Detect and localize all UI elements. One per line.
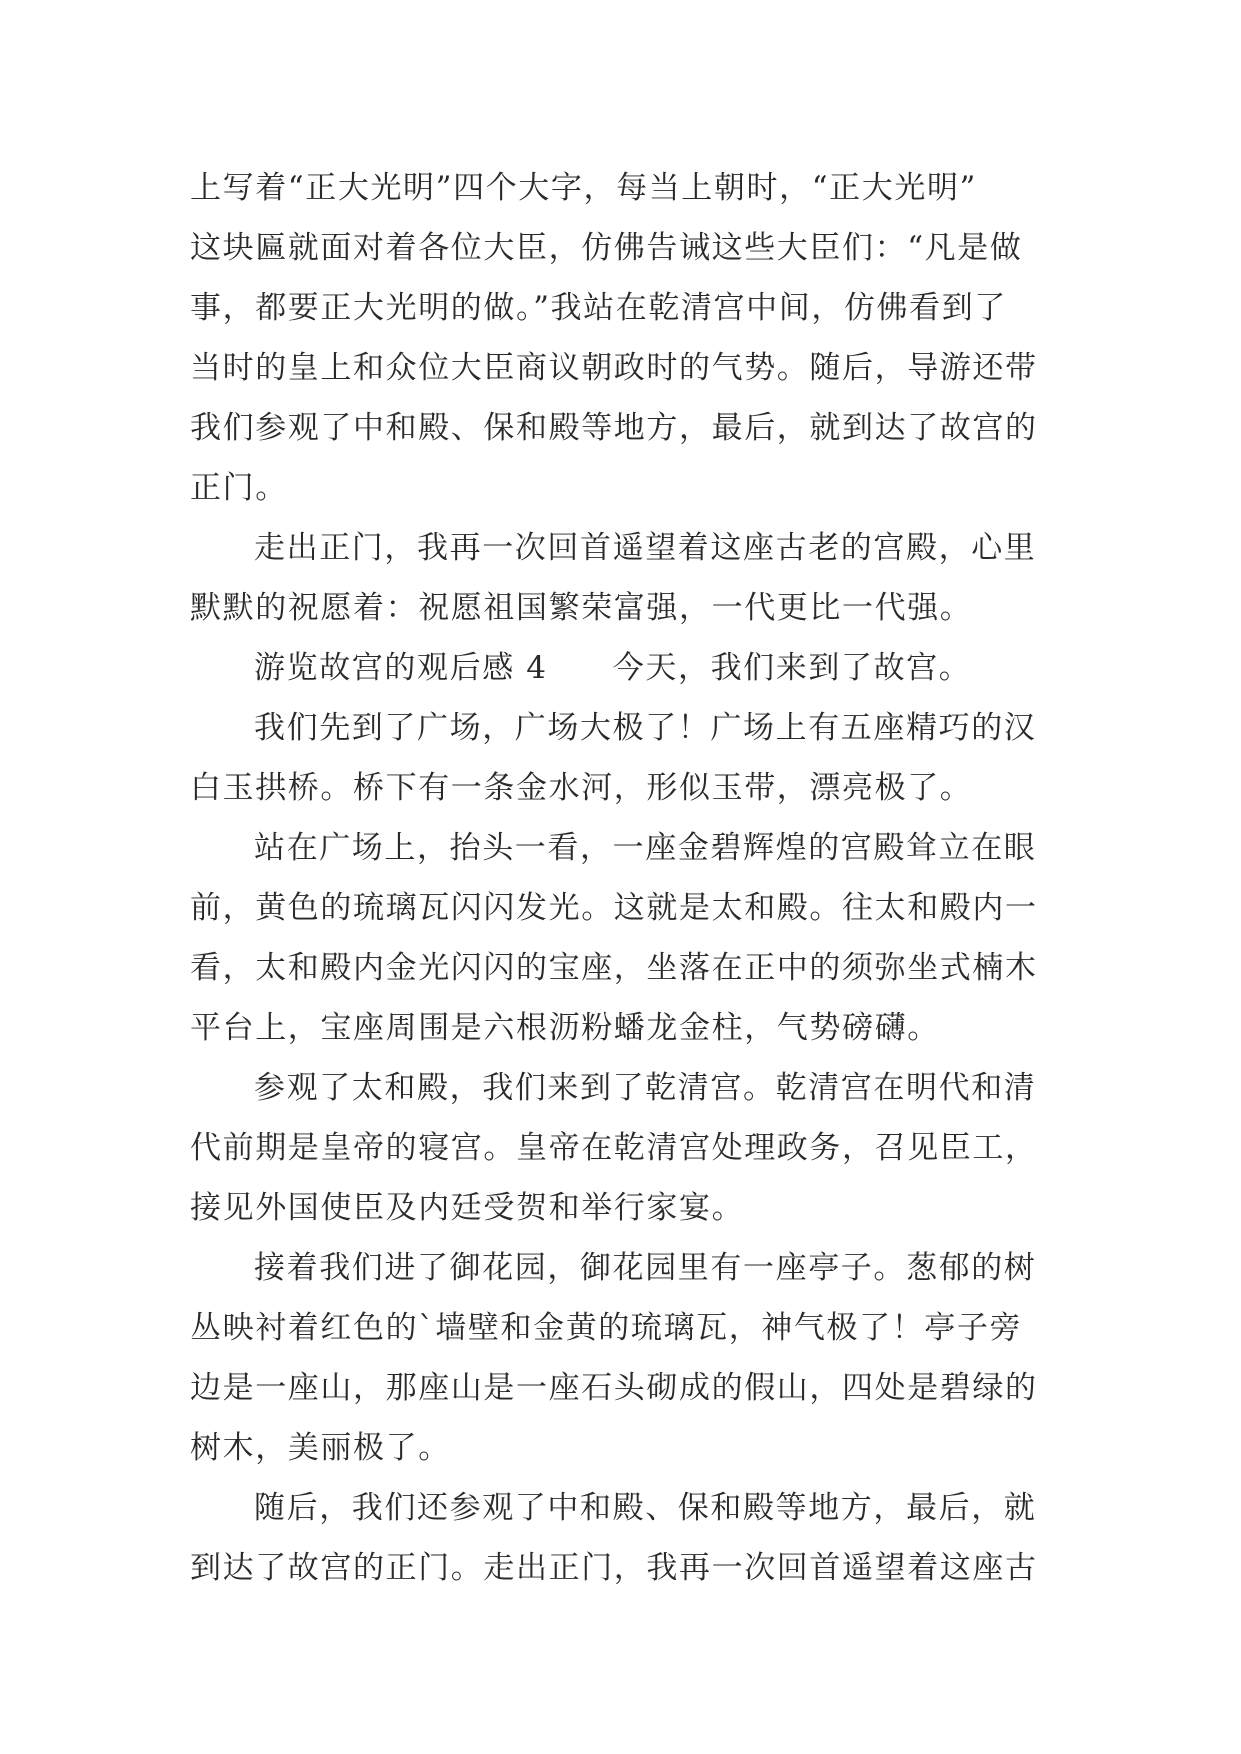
body-text — [190, 158, 1050, 1598]
text-line: 站在广场上，抬头一看，一座金碧辉煌的宫殿耸立在眼 — [254, 830, 1037, 866]
text-line: 我们先到了广场，广场大极了！广场上有五座精巧的汉 — [254, 710, 1037, 746]
text-line: 树木，美丽极了。 — [190, 1430, 451, 1466]
text-line: 丛映衬着红色的`墙壁和金黄的琉璃瓦，神气极了！亭子旁 — [190, 1310, 1023, 1346]
text-line: 到达了故宫的正门。走出正门，我再一次回首遥望着这座古 — [190, 1550, 1038, 1586]
text-line: 边是一座山，那座山是一座石头砌成的假山，四处是碧绿的 — [190, 1370, 1038, 1406]
text-line: 默默的祝愿着：祝愿祖国繁荣富强，一代更比一代强。 — [190, 590, 973, 626]
text-line: 正门。 — [190, 470, 288, 506]
text-line: 代前期是皇帝的寝宫。皇帝在乾清宫处理政务，召见臣工， — [190, 1130, 1038, 1166]
text-line: 接着我们进了御花园，御花园里有一座亭子。葱郁的树 — [254, 1250, 1037, 1286]
text-line: 前，黄色的琉璃瓦闪闪发光。这就是太和殿。往太和殿内一 — [190, 890, 1038, 926]
text-line: 当时的皇上和众位大臣商议朝政时的气势。随后，导游还带 — [190, 350, 1038, 386]
text-line: 白玉拱桥。桥下有一条金水河，形似玉带，漂亮极了。 — [190, 770, 973, 806]
text-line: 我们参观了中和殿、保和殿等地方，最后，就到达了故宫的 — [190, 410, 1038, 446]
text-line: 游览故宫的观后感 4 今天，我们来到了故宫。 — [254, 650, 972, 686]
text-line: 接见外国使臣及内廷受贺和举行家宴。 — [190, 1190, 745, 1226]
text-line: 走出正门，我再一次回首遥望着这座古老的宫殿，心里 — [254, 530, 1037, 566]
text-line: 上写着“正大光明”四个大字，每当上朝时，“正大光明” — [190, 170, 977, 206]
text-line: 事，都要正大光明的做。”我站在乾清宫中间，仿佛看到了 — [190, 290, 1007, 326]
text-line: 看，太和殿内金光闪闪的宝座，坐落在正中的须弥坐式楠木 — [190, 950, 1038, 986]
text-line: 平台上，宝座周围是六根沥粉蟠龙金柱，气势磅礴。 — [190, 1010, 940, 1046]
text-line: 随后，我们还参观了中和殿、保和殿等地方，最后，就 — [254, 1490, 1037, 1526]
text-line: 这块匾就面对着各位大臣，仿佛告诫这些大臣们：“凡是做 — [190, 230, 1023, 266]
text-line: 参观了太和殿，我们来到了乾清宫。乾清宫在明代和清 — [254, 1070, 1037, 1106]
